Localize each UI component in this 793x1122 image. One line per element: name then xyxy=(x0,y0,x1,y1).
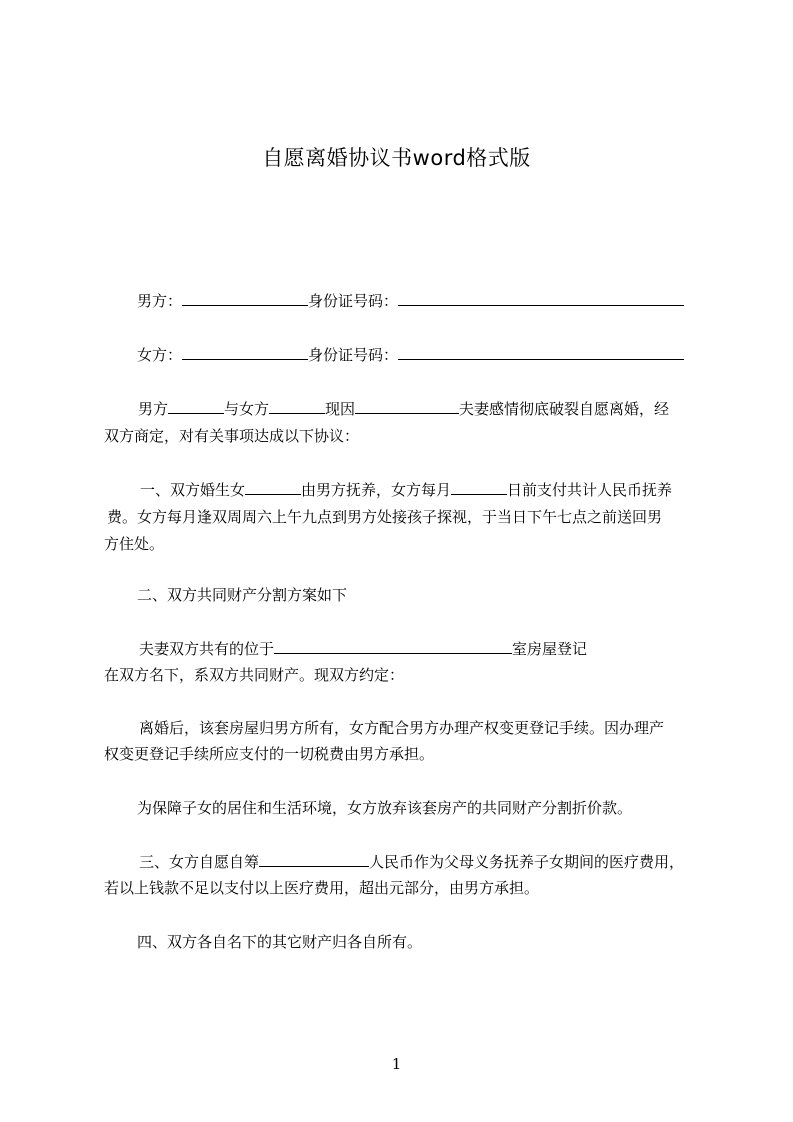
clause1-text-2: 由男方抚养，女方每月 xyxy=(301,481,452,499)
property-text-1: 夫妻双方共有的位于 xyxy=(139,640,275,658)
male-party-line xyxy=(137,290,684,312)
property-address-blank xyxy=(274,639,512,654)
clause1-text-1: 一、双方婚生女 xyxy=(140,481,246,499)
clause1-blank-2 xyxy=(451,480,507,495)
intro-text-3: 现因 xyxy=(325,400,356,418)
clause2-heading: 二、双方共同财产分割方案如下 xyxy=(137,586,348,604)
clause1-line-3: 方住处。 xyxy=(104,535,165,553)
intro-line-2: 双方商定，对有关事项达成以下协议： xyxy=(104,427,360,445)
intro-line-1 xyxy=(138,398,669,420)
clause1-line-1 xyxy=(140,479,672,501)
female-name-blank xyxy=(182,345,308,360)
intro-text-1: 男方 xyxy=(138,400,169,418)
property-line-1 xyxy=(139,638,587,660)
intro-text-2: 与女方 xyxy=(224,400,270,418)
intro-blank-2 xyxy=(269,399,325,414)
female-party-line xyxy=(137,344,684,366)
house-line-2: 权变更登记手续所应支付的一切税费由男方承担。 xyxy=(104,745,435,763)
clause3-line-2: 若以上钱款不足以支付以上医疗费用，超出元部分，由男方承担。 xyxy=(104,879,540,897)
waiver-line: 为保障子女的居住和生活环境，女方放弃该套房产的共同财产分割折价款。 xyxy=(137,799,633,817)
intro-blank-3 xyxy=(355,399,459,414)
female-id-blank xyxy=(398,345,684,360)
clause4-line: 四、双方各自名下的其它财产归各自所有。 xyxy=(137,933,423,951)
female-id-label: 身份证号码： xyxy=(308,346,399,364)
female-label: 女方： xyxy=(137,346,183,364)
property-line-2: 在双方名下，系双方共同财产。现双方约定： xyxy=(104,666,405,684)
clause1-text-3: 日前支付共计人民币抚养 xyxy=(507,481,673,499)
property-text-2: 室房屋登记 xyxy=(512,640,588,658)
clause3-text-1: 三、女方自愿自筹 xyxy=(139,853,260,871)
intro-blank-1 xyxy=(168,399,224,414)
clause3-text-2: 人民币作为父母义务抚养子女期间的医疗费用， xyxy=(369,853,685,871)
house-line-1: 离婚后，该套房屋归男方所有，女方配合男方办理产权变更登记手续。因办理产 xyxy=(139,719,665,737)
clause3-line-1 xyxy=(139,851,684,873)
document-title: 自愿离婚协议书word格式版 xyxy=(262,146,531,170)
clause1-blank-1 xyxy=(245,480,301,495)
male-id-label: 身份证号码： xyxy=(308,292,399,310)
male-name-blank xyxy=(182,291,308,306)
clause1-line-2: 费。女方每月逢双周周六上午九点到男方处接孩子探视，于当日下午七点之前送回男 xyxy=(107,508,663,526)
intro-text-4: 夫妻感情彻底破裂自愿离婚，经 xyxy=(459,400,670,418)
page-number: 1 xyxy=(391,1055,402,1073)
male-label: 男方： xyxy=(137,292,183,310)
male-id-blank xyxy=(398,291,684,306)
clause3-amount-blank xyxy=(259,852,369,867)
